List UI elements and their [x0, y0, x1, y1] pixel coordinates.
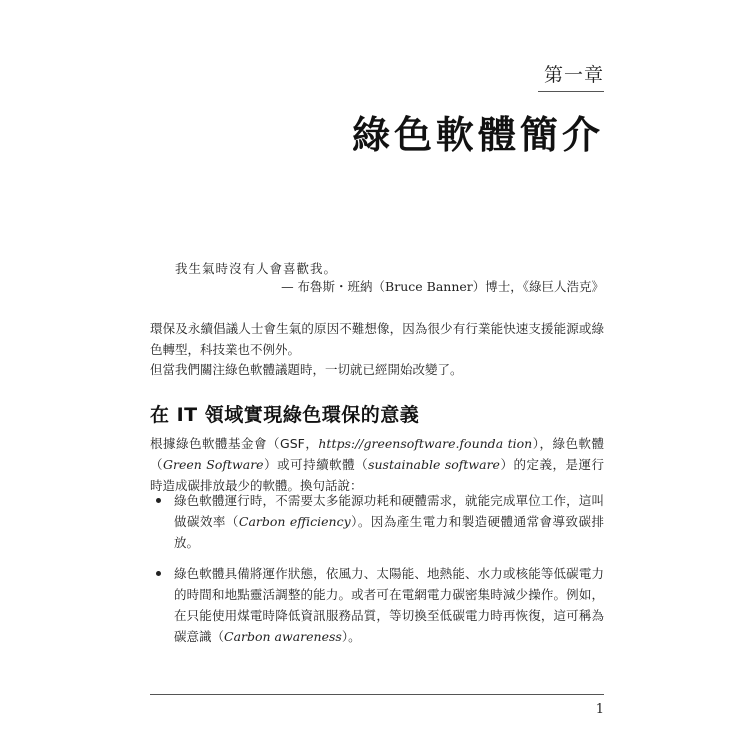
definition-text-1: 根據綠色軟體基金會（GSF，	[150, 436, 319, 451]
bullet-dot-icon	[156, 498, 161, 503]
section-heading: 在 IT 領域實現綠色環保的意義	[150, 404, 420, 426]
paragraph-intro: 環保及永續倡議人士會生氣的原因不難想像，因為很少有行業能快速支援能源或綠色轉型，科技業也不例外。	[150, 321, 604, 357]
page-number: 1	[595, 702, 604, 717]
definition-text-3: ）或可持續軟體（	[263, 457, 369, 472]
term-carbon-efficiency: Carbon efficiency	[238, 514, 351, 529]
bullet-list	[150, 490, 604, 657]
header-rule	[538, 91, 604, 92]
gsf-url: https://greensoftware.founda tion	[318, 436, 533, 451]
bullet-dot-icon	[156, 571, 161, 576]
bullet-text-end: ）。	[341, 629, 361, 644]
definition-text-4: ）的定義，是運行時造成碳排放最少的軟體。換句話說：	[150, 457, 604, 493]
epigraph-quote: 我生氣時沒有人會喜歡我。	[175, 261, 338, 276]
chapter-title: 綠色軟體簡介	[351, 113, 604, 157]
bullet-text-end: ）。因為產生電力和製造硬體通常會導致碳排放。	[174, 514, 604, 550]
paragraph-change: 但當我們關注綠色軟體議題時，一切就已經開始改變了。	[150, 362, 463, 377]
list-item	[150, 490, 604, 553]
epigraph-attribution: — 布魯斯・班納（Bruce Banner）博士，《綠巨人浩克》	[281, 279, 604, 294]
term-green-software: Green Software	[163, 457, 264, 472]
paragraph-definition	[150, 433, 604, 496]
term-carbon-awareness: Carbon awareness	[224, 629, 342, 644]
footer-rule	[150, 694, 604, 695]
bullet-text: 綠色軟體運行時，不需要太多能源功耗和硬體需求，就能完成單位工作，這叫做碳效率（	[174, 493, 604, 529]
definition-text-2: ），綠色軟體（	[150, 436, 604, 472]
list-item	[150, 563, 604, 647]
bullet-text: 綠色軟體具備將運作狀態，依風力、太陽能、地熱能、水力或核能等低碳電力的時間和地點靈活調整的能力。或者可在電網電力碳密集時減少操作。例如，在只能使用煤電時降低資訊服務品質，等切換至低碳電力時再恢復，這可稱為碳意識（	[174, 566, 604, 644]
term-sustainable-software: sustainable software	[368, 457, 500, 472]
chapter-label: 第一章	[543, 64, 604, 86]
